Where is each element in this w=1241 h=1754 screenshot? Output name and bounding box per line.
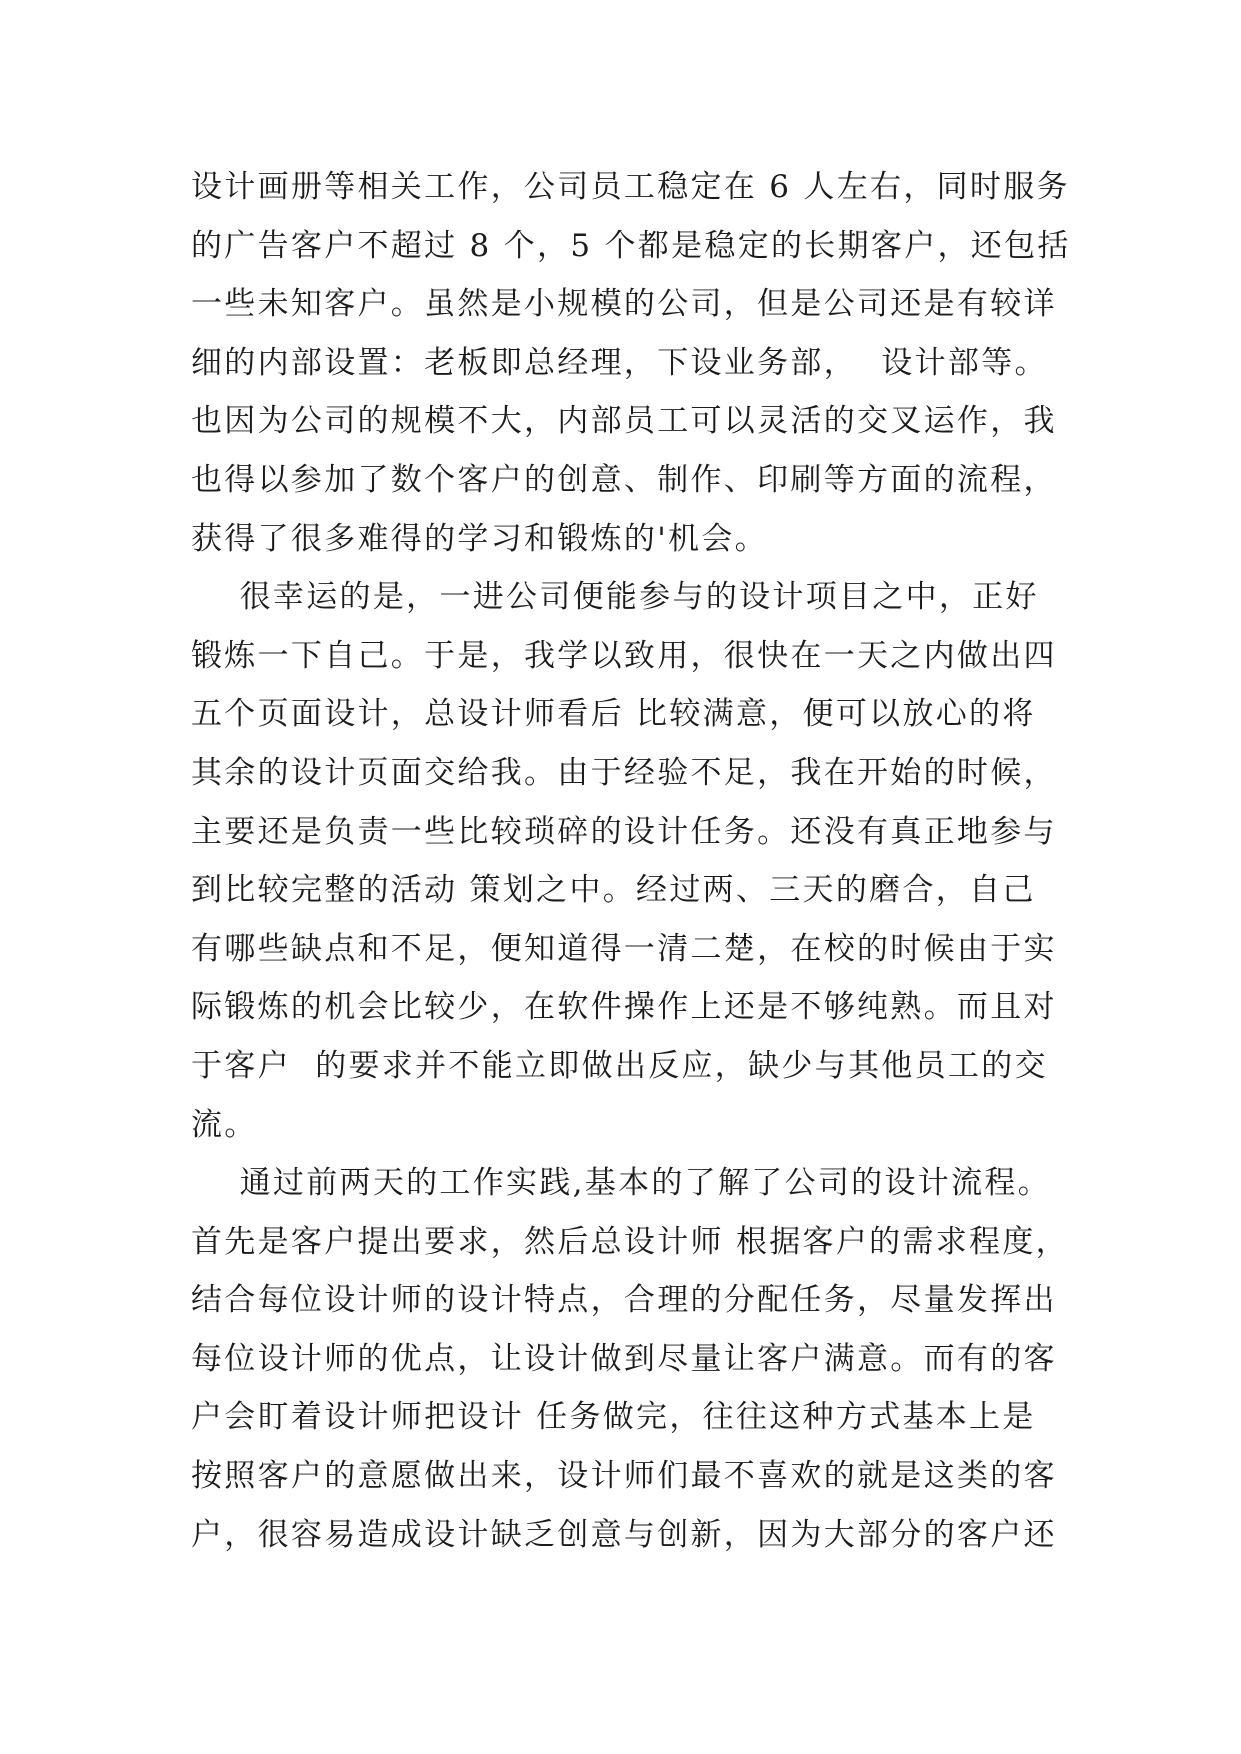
text-line: 户，很容易造成设计缺乏创意与创新，因为大部分的客户还 [191,1516,1057,1553]
text-line: 五个页面设计，总设计师看后 比较满意，便可以放心的将 [191,696,1036,733]
text-line: 主要还是负责一些比较琐碎的设计任务。还没有真正地参与 [191,813,1057,850]
text-line: 结合每位设计师的设计特点，合理的分配任务，尽量发挥出 [191,1282,1057,1319]
text-line: 首先是客户提出要求，然后总设计师 根据客户的需求程度， [191,1223,1069,1260]
text-line: 也因为公司的规模不大，内部员工可以灵活的交叉运作，我 [191,403,1057,440]
text-line: 户会盯着设计师把设计 任务做完，往往这种方式基本上是 [191,1399,1036,1436]
text-line: 很幸运的是，一进公司便能参与的设计项目之中，正好 [191,579,1039,616]
text-line: 有哪些缺点和不足，便知道得一清二楚，在校的时候由于实 [191,930,1057,967]
text-line: 设计画册等相关工作，公司员工稳定在 6 人左右，同时服务 [191,169,1070,205]
text-line: 于客户 的要求并不能立即做出反应，缺少与其他员工的交 [191,1047,1048,1084]
text-line: 流。 [191,1106,258,1143]
text-line: 际锻炼的机会比较少，在软件操作上还是不够纯熟。而且对 [191,989,1057,1026]
text-line: 到比较完整的活动 策划之中。经过两、三天的磨合，自己 [191,872,1036,909]
text-line: 细的内部设置：老板即总经理，下设业务部， 设计部等。 [191,344,1048,381]
text-line: 按照客户的意愿做出来，设计师们最不喜欢的就是这类的客 [191,1458,1057,1495]
text-line: 通过前两天的工作实践,基本的了解了公司的设计流程。 [191,1165,1051,1202]
text-line: 其余的设计页面交给我。由于经验不足，我在开始的时候， [191,754,1057,791]
text-line: 每位设计师的优点，让设计做到尽量让客户满意。而有的客 [191,1340,1057,1377]
text-line: 的广告客户不超过 8 个，5 个都是稳定的长期客户，还包括 [191,227,1071,264]
body-text [191,158,1071,1564]
text-line: 也得以参加了数个客户的创意、制作、印刷等方面的流程， [191,461,1057,498]
text-line: 获得了很多难得的学习和锻炼的'机会。 [191,520,768,557]
text-line: 一些未知客户。虽然是小规模的公司，但是公司还是有较详 [191,286,1057,323]
text-line: 锻炼一下自己。于是，我学以致用，很快在一天之内做出四 [191,637,1057,674]
